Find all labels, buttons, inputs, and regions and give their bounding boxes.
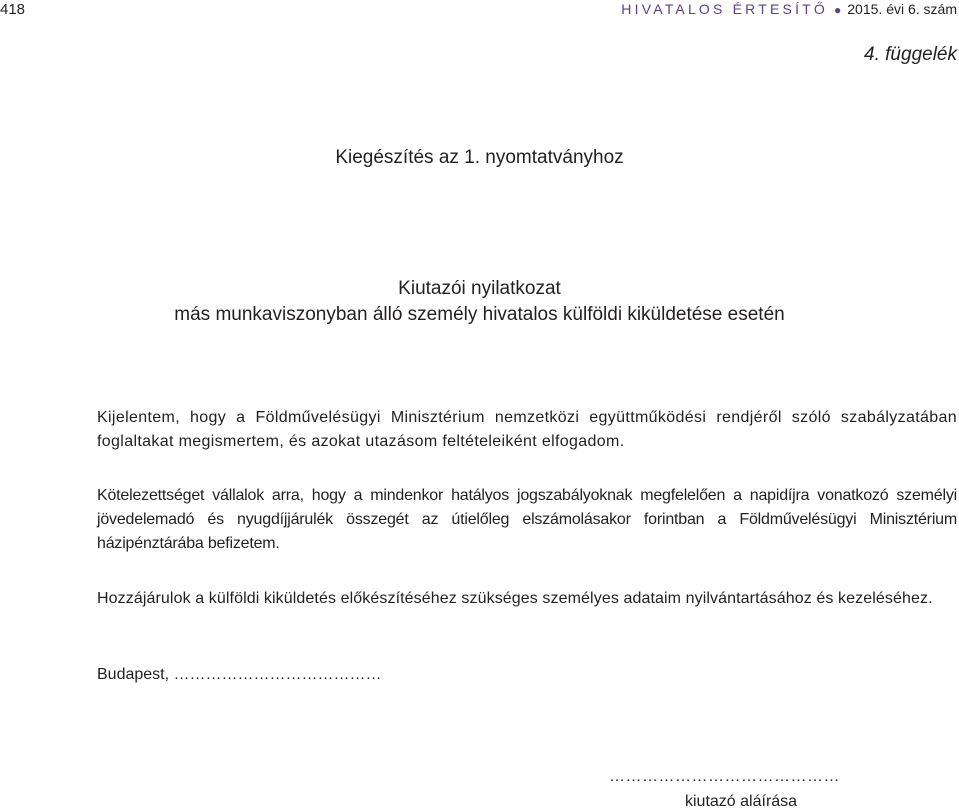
supplement-title: Kiegészítés az 1. nyomtatványhoz — [335, 147, 624, 168]
paragraph-acceptance: Kijelentem, hogy a Földművelésügyi Minisztérium nemzetközi együttműködési rendjéről szóló szabályzatában foglaltakat megismertem, és azokat utazásom feltételeiként elfogadom. — [97, 409, 957, 450]
declaration-title-line2: más munkaviszonyban álló személy hivatalos külföldi kiküldetése esetén — [174, 304, 785, 325]
signature-label: kiutazó aláírása — [685, 793, 798, 810]
appendix-label: 4. függelék — [864, 44, 957, 65]
issue-number: 2015. évi 6. szám — [847, 1, 957, 17]
declaration-title-line1: Kiutazói nyilatkozat — [398, 278, 561, 299]
signature-line: …………………………………… — [609, 768, 840, 785]
paragraph-obligation: Kötelezettséget vállalok arra, hogy a mindenkor hatályos jogszabályoknak megfelelően a napidíjra vonatkozó személyi jövedelemadó és nyugdíjjárulék összegét az útielőleg elszámolásakor forintban a Földművelésügyi Minisztérium házipénztárába befizetem. — [97, 487, 957, 552]
running-header — [621, 1, 957, 17]
paragraph-consent: Hozzájárulok a külföldi kiküldetés előkészítéséhez szükséges személyes adataim nyilvántartásához és kezeléséhez. — [97, 590, 933, 607]
bullet-separator-icon: ● — [834, 3, 842, 17]
page-number: 418 — [0, 1, 26, 18]
journal-name: HIVATALOS ÉRTESÍTŐ — [621, 1, 829, 17]
place-date-field: Budapest, ………………………………… — [97, 666, 382, 683]
declaration-title — [0, 276, 959, 328]
